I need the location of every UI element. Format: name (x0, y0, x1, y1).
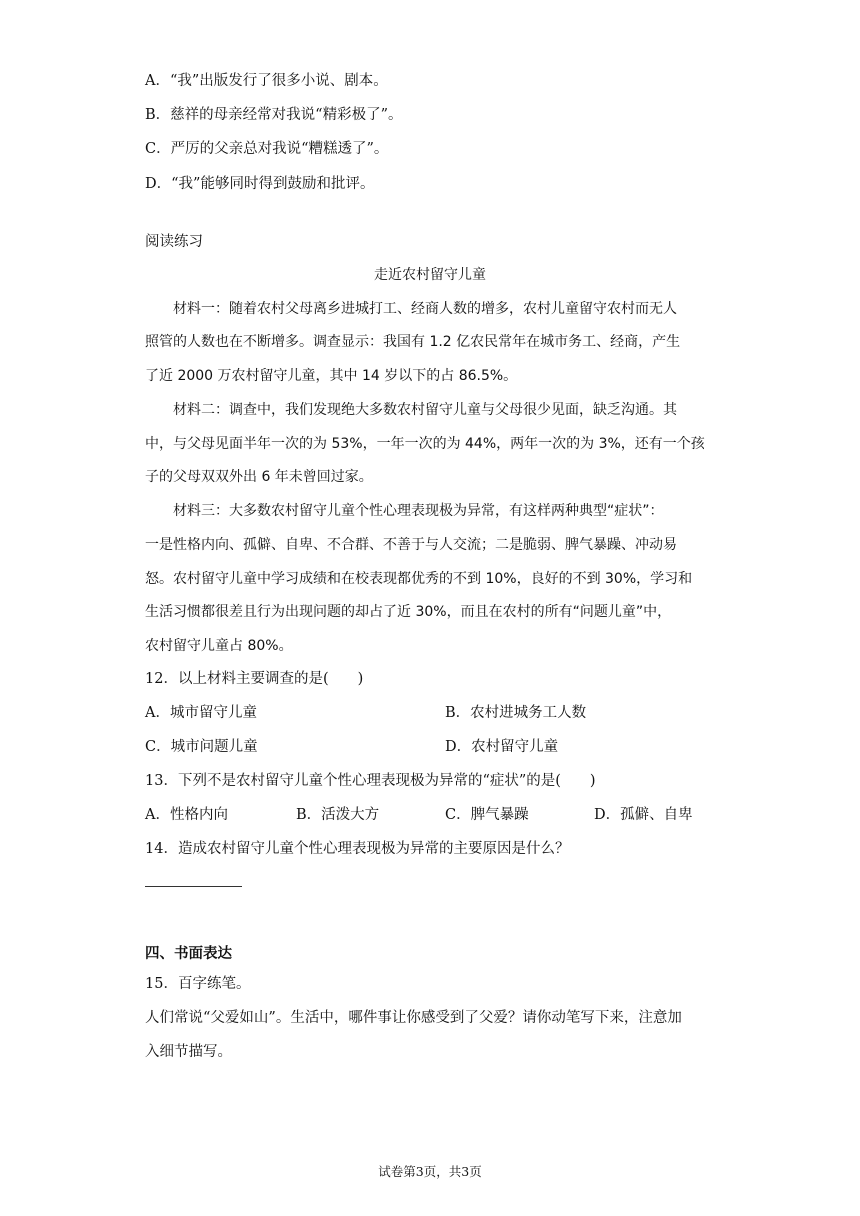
passage-line: 材料二：调查中，我们发现绝大多数农村留守儿童与父母很少见面，缺乏沟通。其 (173, 402, 677, 418)
option-c: C．严厉的父亲总对我说“糟糕透了”。 (145, 141, 389, 157)
question-13-option-b: B．活泼大方 (296, 807, 380, 823)
question-12-option-a: A．城市留守儿童 (145, 705, 257, 721)
question-13-option-c: C．脾气暴躁 (445, 807, 529, 823)
question-13-stem: 13．下列不是农村留守儿童个性心理表现极为异常的“症状”的是( ) (145, 773, 596, 789)
question-13-option-a: A．性格内向 (145, 807, 228, 823)
writing-prompt-line: 入细节描写。 (145, 1044, 232, 1060)
question-12-option-c: C．城市问题儿童 (145, 739, 258, 755)
section-heading: 四、书面表达 (145, 945, 232, 962)
passage-line: 农村留守儿童占 80%。 (145, 638, 293, 654)
passage-line: 中，与父母见面半年一次的为 53%，一年一次的为 44%，两年一次的为 3%，还有一个孩 (145, 436, 705, 452)
question-13-option-d: D．孤僻、自卑 (594, 807, 693, 823)
section-label: 阅读练习 (145, 234, 203, 250)
question-12-option-d: D．农村留守儿童 (445, 739, 559, 755)
option-d: D．“我”能够同时得到鼓励和批评。 (145, 176, 375, 192)
page-footer: 试卷第3页，共3页 (378, 1164, 482, 1179)
passage-line: 子的父母双双外出 6 年未曾回过家。 (145, 469, 373, 485)
question-15-stem: 15．百字练笔。 (145, 976, 251, 992)
passage-line: 了近 2000 万农村留守儿童，其中 14 岁以下的占 86.5%。 (145, 368, 518, 384)
passage-title: 走近农村留守儿童 (374, 267, 486, 283)
writing-prompt-line: 人们常说“父爱如山”。生活中，哪件事让你感受到了父爱？请你动笔写下来，注意加 (145, 1010, 682, 1026)
passage-line: 怒。农村留守儿童中学习成绩和在校表现都优秀的不到 10%，良好的不到 30%，学习和 (145, 571, 693, 587)
option-a: A．“我”出版发行了很多小说、剧本。 (145, 73, 388, 89)
question-12-option-b: B．农村进城务工人数 (445, 705, 587, 721)
question-14-stem: 14．造成农村留守儿童个性心理表现极为异常的主要原因是什么？ (145, 841, 570, 857)
option-b: B．慈祥的母亲经常对我说“精彩极了”。 (145, 107, 403, 123)
passage-line: 材料一：随着农村父母离乡进城打工、经商人数的增多，农村儿童留守农村而无人 (173, 301, 677, 317)
answer-blank-line (145, 886, 242, 887)
passage-line: 一是性格内向、孤僻、自卑、不合群、不善于与人交流；二是脆弱、脾气暴躁、冲动易 (145, 537, 677, 553)
passage-line: 照管的人数也在不断增多。调查显示：我国有 1.2 亿农民常年在城市务工、经商，产生 (145, 334, 681, 350)
passage-line: 生活习惯都很差且行为出现问题的却占了近 30%，而且在农村的所有“问题儿童”中， (145, 604, 672, 620)
question-12-stem: 12．以上材料主要调查的是( ) (145, 671, 364, 687)
passage-line: 材料三：大多数农村留守儿童个性心理表现极为异常，有这样两种典型“症状”： (173, 503, 664, 519)
